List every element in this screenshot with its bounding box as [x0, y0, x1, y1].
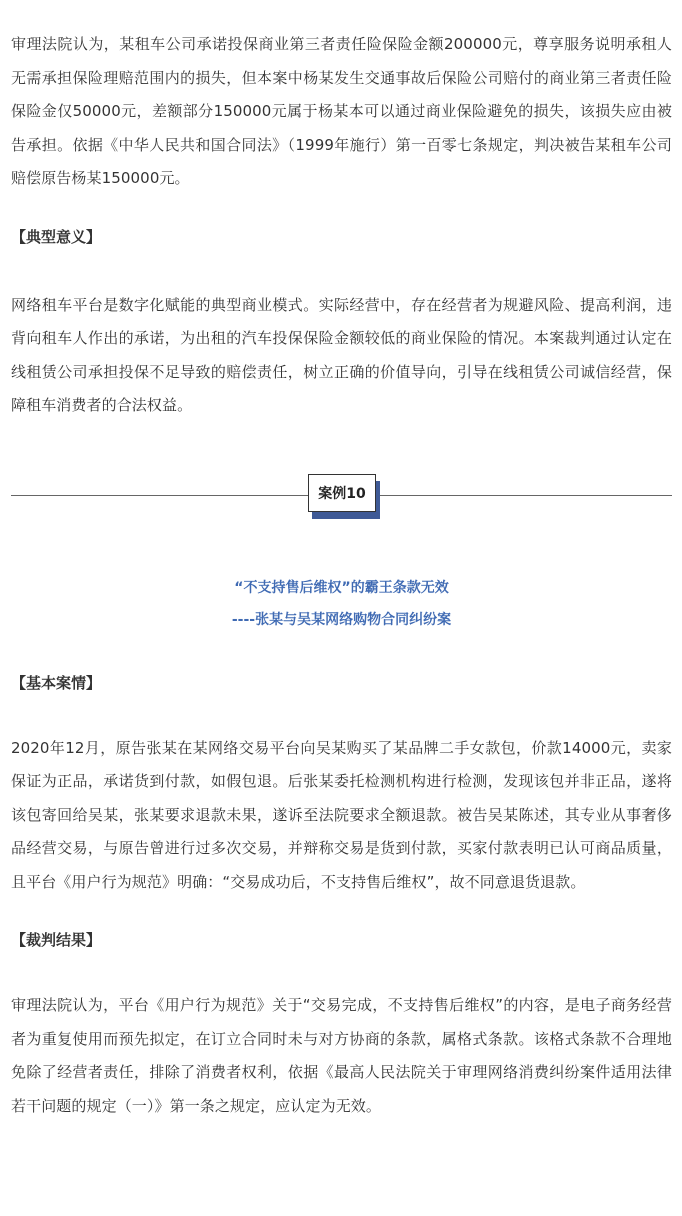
basic-facts-heading: 【基本案情】	[11, 673, 102, 692]
judgment-paragraph-prev-case: 审理法院认为，某租车公司承诺投保商业第三者责任险保险金额200000元，尊享服务说明承租人无需承担保险理赔范围内的损失，但本案中杨某发生交通事故后保险公司赔付的商业第三者责任险保险金仅50000元，差额部分150000元属于杨某本可以通过商业保险避免的损失，该损失应由被告承担。依据《中华人民共和国合同法》（1999年施行）第一百零七条规定，判决被告某租车公司赔偿原告杨某150000元。	[11, 35, 672, 187]
case-label: 案例10	[308, 474, 376, 512]
judgment-paragraph: 审理法院认为，平台《用户行为规范》关于“交易完成，不支持售后维权”的内容，是电子商务经营者为重复使用而预先拟定，在订立合同时未与对方协商的条款，属格式条款。该格式条款不合理地免除了经营者责任，排除了消费者权利，依据《最高人民法院关于审理网络消费纠纷案件适用法律若干问题的规定（一）》第一条之规定，应认定为无效。	[11, 996, 672, 1115]
case-title-sub: ----张某与吴某网络购物合同纠纷案	[231, 611, 452, 628]
case-title-main: “不支持售后维权”的霸王条款无效	[234, 579, 449, 596]
judgment-heading: 【裁判结果】	[11, 931, 102, 949]
case-divider	[11, 474, 672, 520]
basic-facts-paragraph: 2020年12月，原告张某在某网络交易平台向吴某购买了某品牌二手女款包，价款14000元，卖家保证为正品，承诺货到付款，如假包退。后张某委托检测机构进行检测，发现该包并非正品，遂将该包寄回给吴某，张某要求退款未果，遂诉至法院要求全额退款。被告吴某陈述，其专业从事奢侈品经营交易，与原告曾进行过多次交易，并辩称交易是货到付款，买家付款表明已认可商品质量，且平台《用户行为规范》明确：“交易成功后，不支持售后维权”，故不同意退货退款。	[11, 738, 672, 891]
article-page	[0, 28, 682, 1216]
significance-paragraph: 网络租车平台是数字化赋能的典型商业模式。实际经营中，存在经营者为规避风险、提高利润，违背向租车人作出的承诺，为出租的汽车投保保险金额较低的商业保险的情况。本案裁判通过认定在线租赁公司承担投保不足导致的赔偿责任，树立正确的价值导向，引导在线租赁公司诚信经营，保障租车消费者的合法权益。	[11, 295, 672, 414]
significance-heading: 【典型意义】	[11, 227, 102, 246]
